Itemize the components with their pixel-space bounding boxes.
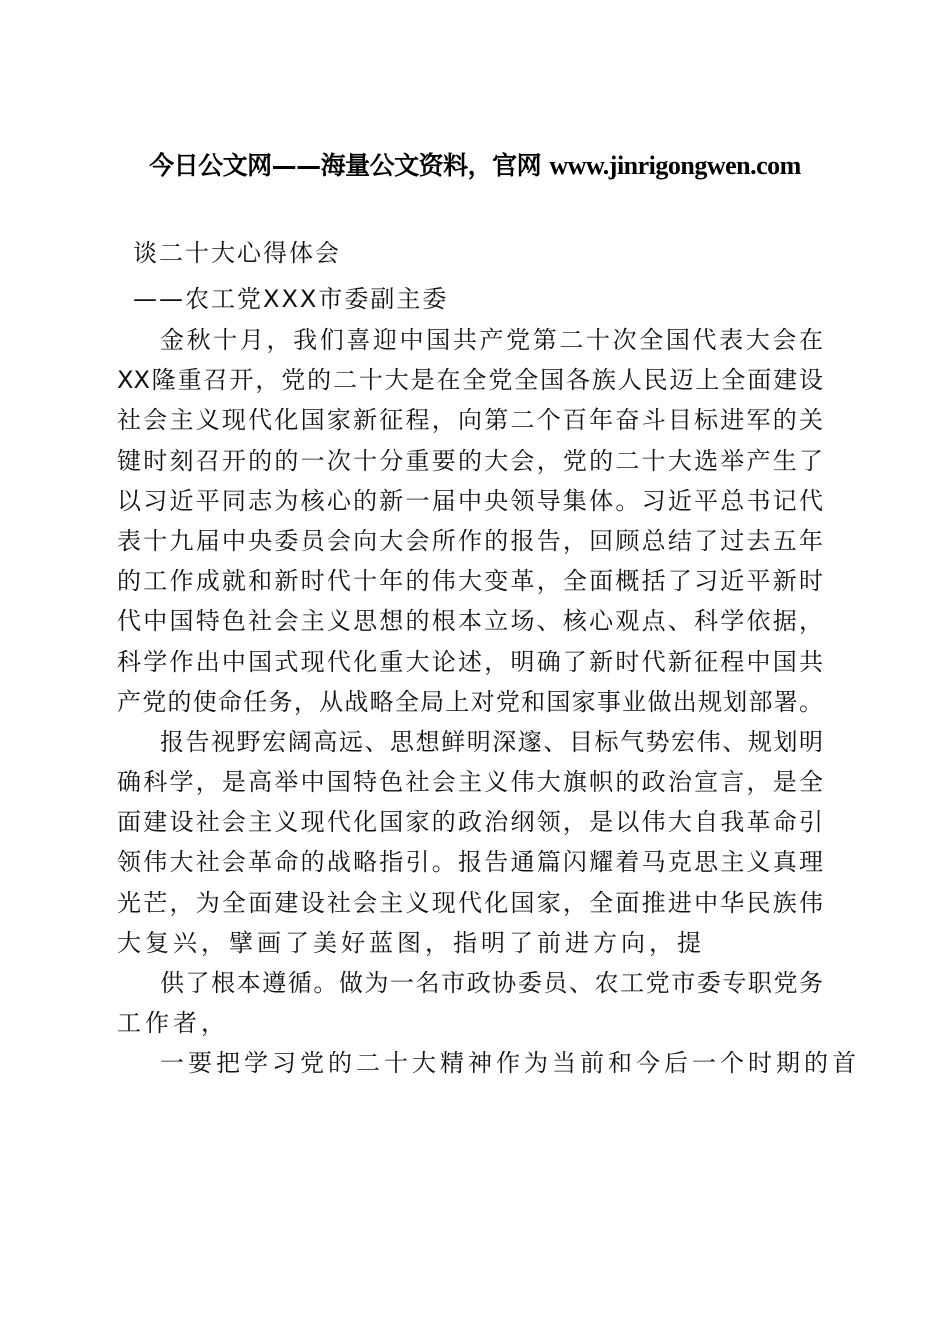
document-subtitle: ——农工党XXX市委副主委 xyxy=(133,285,449,313)
paragraph-line: 的工作成就和新时代十年的伟大变革，全面概括了习近平新时 xyxy=(117,567,823,596)
paragraph-line: XX隆重召开，党的二十大是在全党全国各族人民迈上全面建设 xyxy=(117,366,823,395)
paragraph-line: 键时刻召开的的一次十分重要的大会，党的二十大选举产生了 xyxy=(117,446,823,475)
site-url: www.jinrigongwen.com xyxy=(549,151,801,180)
paragraph-line: 社会主义现代化国家新征程，向第二个百年奋斗目标进军的关 xyxy=(117,406,823,435)
paragraph-line: 金秋十月，我们喜迎中国共产党第二十次全国代表大会在 xyxy=(160,326,823,354)
paragraph-line: 确科学，是高举中国特色社会主义伟大旗帜的政治宣言，是全 xyxy=(117,768,823,797)
site-header xyxy=(0,146,950,182)
paragraph-line: 表十九届中央委员会向大会所作的报告，回顾总结了过去五年 xyxy=(117,526,823,555)
paragraph-line: 供了根本遵循。做为一名市政协委员、农工党市委专职党务 xyxy=(160,969,823,997)
paragraph-line: 面建设社会主义现代化国家的政治纲领，是以伟大自我革命引 xyxy=(117,808,823,837)
paragraph-line: 以习近平同志为核心的新一届中央领导集体。习近平总书记代 xyxy=(117,486,823,515)
paragraph-line: 产党的使命任务，从战略全局上对党和国家事业做出规划部署。 xyxy=(117,687,823,716)
paragraph-line: 代中国特色社会主义思想的根本立场、核心观点、科学依据， xyxy=(117,607,823,636)
paragraph-line: 光芒，为全面建设社会主义现代化国家，全面推进中华民族伟 xyxy=(117,888,823,917)
document-body xyxy=(117,230,860,1084)
paragraph-line: 科学作出中国式现代化重大论述，明确了新时代新征程中国共 xyxy=(117,647,823,676)
paragraph-line: 领伟大社会革命的战略指引。报告通篇闪耀着马克思主义真理 xyxy=(117,848,823,877)
document-title: 谈二十大心得体会 xyxy=(133,239,341,267)
paragraph-line: 报告视野宏阔高远、思想鲜明深邃、目标气势宏伟、规划明 xyxy=(160,727,823,756)
paragraph-line: 一要把学习党的二十大精神作为当前和今后一个时期的首 xyxy=(160,1049,860,1078)
site-header-text: 今日公文网——海量公文资料，官网 xyxy=(149,151,550,180)
paragraph-line: 工作者， xyxy=(117,1009,229,1038)
paragraph-line: 大复兴，擘画了美好蓝图，指明了前进方向，提 xyxy=(117,928,705,957)
